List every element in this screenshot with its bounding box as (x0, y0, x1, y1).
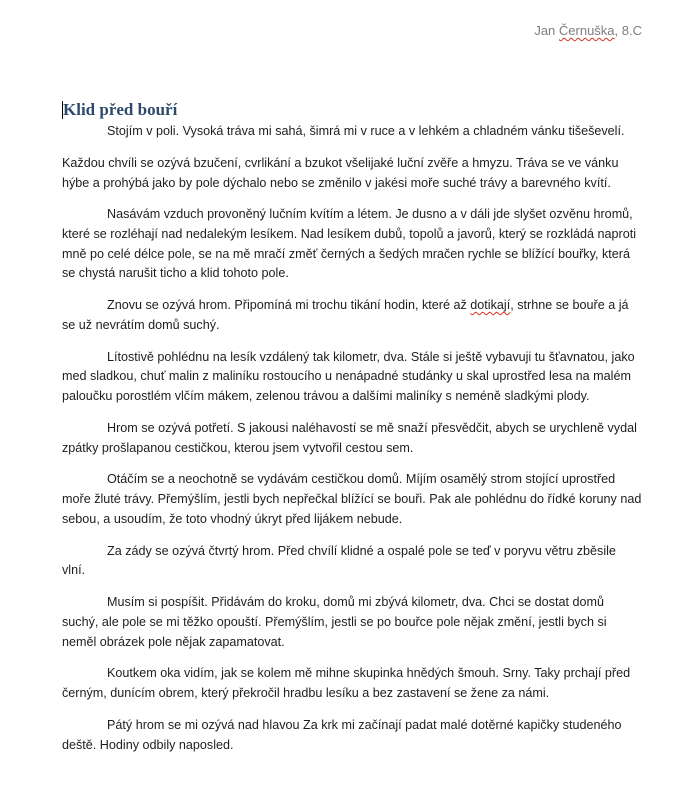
document-body[interactable] (62, 122, 642, 767)
paragraph-text: , strhne se bouře a já se už nevrátím domů suchý. (62, 298, 629, 332)
paragraph[interactable]: Hrom se ozývá potřetí. S jakousi naléhavostí se mě snaží přesvědčit, abych se urychleně vydal zpátky prošlapanou cestičkou, kterou jsem vytvořil cestou sem. (62, 420, 637, 455)
misspelled-word[interactable]: dotikají (470, 298, 511, 313)
paragraph[interactable]: Koutkem oka vidím, jak se kolem mě mihne skupinka hnědých šmouh. Srny. Taky prchají před černým, dunícím obrem, který překročil hradbu lesíku a bez zastavení se žene za námi. (62, 666, 631, 701)
author-header (534, 23, 642, 38)
paragraph-text: Znovu se ozývá hrom. Připomíná mi trochu tikání hodin, které až (107, 298, 471, 313)
paragraph[interactable]: Každou chvíli se ozývá bzučení, cvrlikání a bzukot všelijaké luční zvěře a hmyzu. Tráva se ve vánku hýbe a prohýbá jako by pole dýchalo nebo se změnilo v jakési moře suché trávy a barevného kvítí. (62, 155, 619, 190)
paragraph[interactable]: Za zády se ozývá čtvrtý hrom. Před chvílí klidné a ospalé pole se teď v poryvu větru zběsile vlní. (62, 543, 616, 578)
author-suffix: , 8.C (614, 23, 642, 38)
paragraph[interactable]: Musím si pospíšit. Přidávám do kroku, domů mi zbývá kilometr, dva. Chci se dostat domů suchý, ale pole se mi těžko opouští. Přemýšlím, jestli se po bouřce pole nějak změní, jestli bych si neměl obrázek pole nějak zapamatovat. (62, 595, 607, 649)
paragraph[interactable]: Lítostivě pohlédnu na lesík vzdálený tak kilometr, dva. Stále si ještě vybavuji tu šťavnatou, jako med sladkou, chuť malin z maliníku rostoucího u nenápadné studánky u skal uprostřed lesa na malém paloučku porostlém vlčím mákem, zelenou trávou a dalšími maliníky s neméně sladkými plody. (62, 349, 635, 404)
paragraph[interactable] (62, 296, 642, 335)
paragraph[interactable]: Nasávám vzduch provoněný lučním kvítím a létem. Je dusno a v dáli jde slyšet ozvěnu hromů, které se rozléhají nad nedalekým lesíkem. Nad lesíkem dubů, topolů a javorů, který se rozkládá naproti mně po celé délce pole, se na mě mračí změť černých a šedých mračen rychle se blížící bouřky, která se chystá narušit ticho a klid tohoto pole. (62, 207, 637, 281)
document-title[interactable]: Klid před bouří (63, 100, 178, 119)
paragraph[interactable]: Otáčím se a neochotně se vydávám cestičkou domů. Míjím osamělý strom stojící uprostřed moře žluté trávy. Přemýšlím, jestli bych nepřečkal blížící se bouři. Pak ale pohlédnu do řídké koruny nad sebou, a usoudím, že toto vhodný úkryt před lijákem nebude. (62, 472, 642, 526)
paragraph[interactable]: Pátý hrom se mi ozývá nad hlavou Za krk mi začínají padat malé dotěrné kapičky studeného deště. Hodiny odbily naposled. (62, 717, 622, 752)
author-prefix: Jan (534, 23, 559, 38)
author-surname: Černuška (558, 23, 615, 38)
paragraph[interactable]: Stojím v poli. Vysoká tráva mi sahá, šimrá mi v ruce a v lehkém a chladném vánku tišeševelí. (107, 124, 625, 138)
